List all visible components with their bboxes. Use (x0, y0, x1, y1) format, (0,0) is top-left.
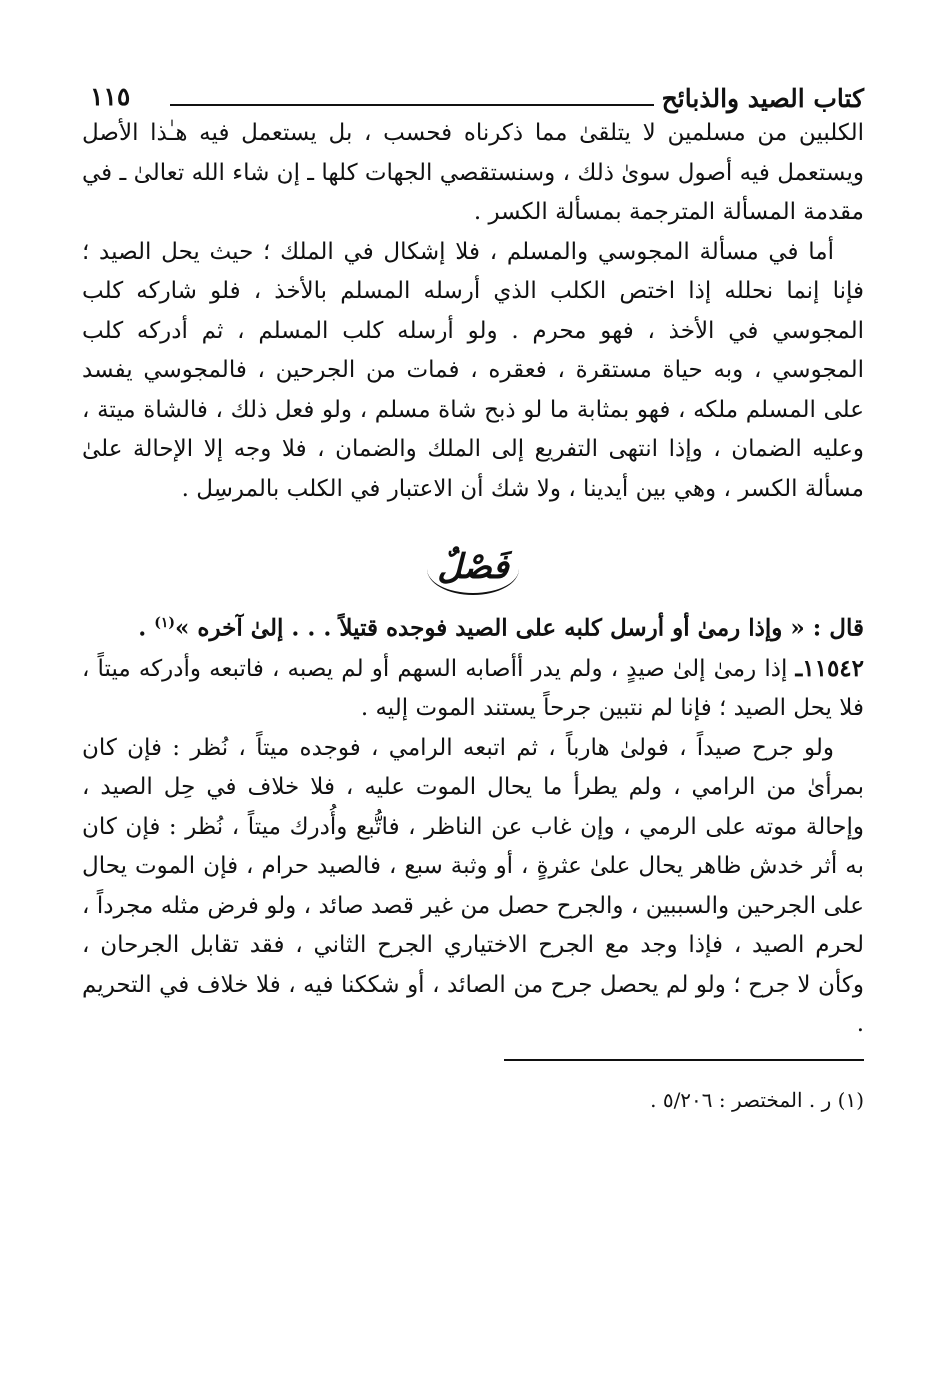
paragraph-number: ١١٥٤٢ـ (795, 654, 865, 682)
paragraph-majusi-muslim: أما في مسألة المجوسي والمسلم ، فلا إشكال في الملك ؛ حيث يحل الصيد ؛ فإنا إنما نحلله إذا اختص الكلب الذي أرسله المسلم بالأخذ ، فلو شاركه كلب المجوسي في الأخذ ، فهو محرم . ولو أرسله كلب المسلم ، ثم أدركه كلب المجوسي ، وبه حياة مستقرة ، فعقره ، فمات من الجرحين ، فالمجوسي يفسد على المسلم ملكه ، فهو بمثابة ما لو ذبح شاة مسلم ، ولو فعل ذلك ، فالشاة ميتة ، وعليه الضمان ، وإذا انتهى التفريع إلى الملك والضمان ، فلا وجه إلا الإحالة علىٰ مسألة الكسر ، وهي بين أيدينا ، ولا شك أن الاعتبار في الكلب بالمرسِل . (82, 238, 864, 502)
book-page (82, 80, 864, 1115)
section-heading (82, 543, 864, 601)
paragraph-wounded-game: ولو جرح صيداً ، فولىٰ هارباً ، ثم اتبعه الرامي ، فوجده ميتاً ، نُظر : فإن كان بمرأىٰ من الرامي ، ولم يطرأ ما يحال الموت عليه ، فلا خلاف في حِل الصيد ، وإحالة موته على الرمي ، وإن غاب عن الناظر ، فاتُّبع وأُدرك ميتاً ، نُظر : فإن كان به أثر خدش ظاهر يحال علىٰ عثرةٍ ، أو وثبة سبع ، فالصيد حرام ، فإن الموت يحال على الجرحين والسببين ، والجرح حصل من غير قصد صائد ، ولو فرض مثله مجرداً ، لحرم الصيد ، فإذا وجد مع الجرح الاختياري الجرح الثاني ، فقد تقابل الجرحان ، وكأن لا جرح ؛ ولو لم يحصل جرح من الصائد ، أو شككنا فيه ، فلا خلاف في التحريم . (82, 734, 864, 1038)
running-header (82, 80, 864, 114)
quote-text: قال : « وإذا رمىٰ أو أرسل كلبه على الصيد فوجده قتيلاً . . . إلىٰ آخره » (175, 614, 864, 642)
section-quote (82, 603, 864, 649)
section-heading-text: فَصْلٌ (427, 543, 519, 595)
footnote-marker: (١) (154, 615, 176, 631)
footnote-divider (504, 1059, 864, 1061)
header-title: كتاب الصيد والذبائح (661, 84, 864, 113)
paragraph-1542-text: إذا رمىٰ إلىٰ صيدٍ ، ولم يدر أأصابه السهم أو لم يصبه ، فاتبعه وأدركه ميتاً ، فلا يحل الصيد ؛ فإنا لم نتبين جرحاً يستند الموت إليه . (82, 655, 864, 722)
page-number: ١١٥ (90, 82, 131, 111)
header-rule (170, 104, 654, 106)
paragraph-continued: الكلبين من مسلمين لا يتلقىٰ مما ذكرناه فحسب ، بل يستعمل فيه هـٰذا الأصل ويستعمل فيه أصول سوىٰ ذلك ، وسنستقصي الجهات كلها ـ إن شاء الله تعالىٰ ـ في مقدمة المسألة المترجمة بمسألة الكسر . (82, 120, 864, 225)
quote-end: . (138, 614, 155, 642)
footnote: (١) ر . المختصر : ٥/٢٠٦ . (650, 1087, 864, 1112)
paragraph-1542 (82, 649, 864, 729)
